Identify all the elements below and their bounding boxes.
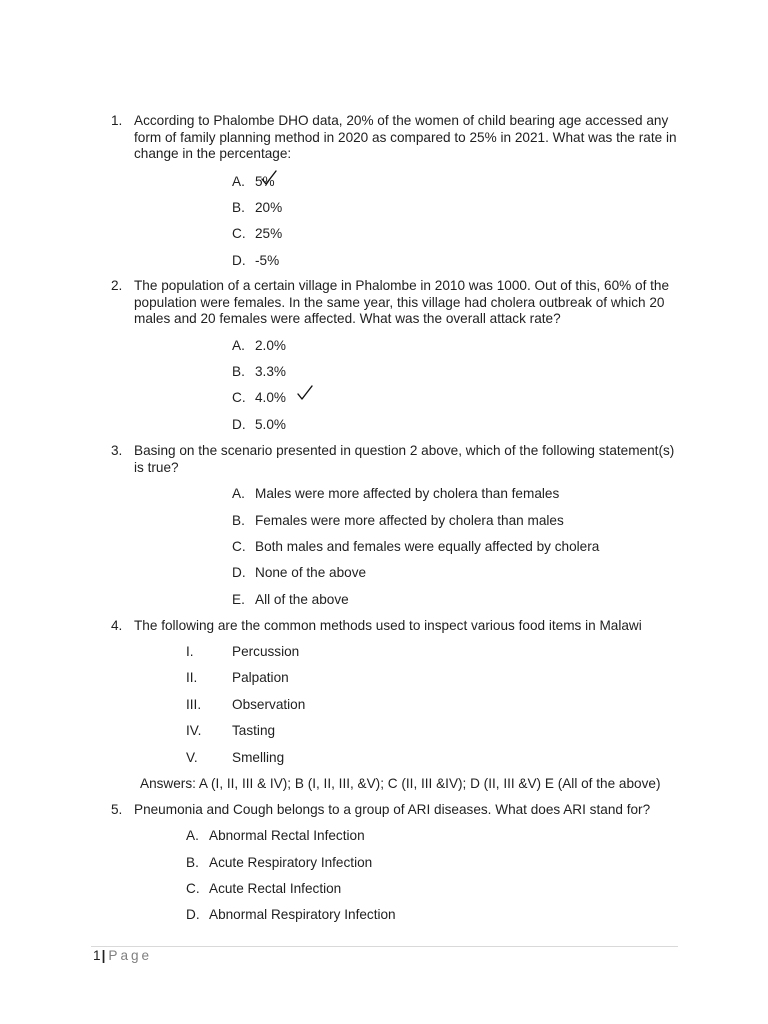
method-text: Palpation <box>232 670 289 685</box>
option-text: Males were more affected by cholera than females <box>255 486 560 501</box>
option-letter: C. <box>186 881 200 896</box>
page-number: 1 <box>93 948 101 963</box>
option-text: 25% <box>255 226 283 241</box>
option-text: 2.0% <box>255 338 286 353</box>
option-letter: C. <box>232 539 246 554</box>
option-text: Both males and females were equally affected by cholera <box>255 539 600 554</box>
option-letter: D. <box>186 907 200 922</box>
option-letter: D. <box>232 565 246 580</box>
option-letter: B. <box>232 513 245 528</box>
option-text: 5% <box>255 174 275 189</box>
question-number: 2. <box>111 278 123 293</box>
option-text: -5% <box>255 253 280 268</box>
footer-divider <box>91 946 678 947</box>
option-letter: B. <box>232 364 245 379</box>
option-text: Abnormal Rectal Infection <box>209 828 365 843</box>
method-text: Observation <box>232 697 306 712</box>
checkmark-icon <box>260 170 278 186</box>
question-text: Pneumonia and Cough belongs to a group of ARI diseases. What does ARI stand for? <box>134 802 651 817</box>
method-numeral: III. <box>186 697 202 712</box>
method-numeral: IV. <box>186 723 202 738</box>
option-letter: C. <box>232 390 246 405</box>
option-letter: A. <box>232 174 245 189</box>
footer-separator: | <box>101 948 106 963</box>
method-text: Smelling <box>232 750 285 765</box>
option-letter: D. <box>232 253 246 268</box>
option-letter: A. <box>232 486 245 501</box>
option-text: 20% <box>255 200 283 215</box>
option-letter: A. <box>232 338 245 353</box>
page-footer <box>93 948 152 963</box>
option-letter: A. <box>186 828 199 843</box>
question-number: 3. <box>111 443 123 458</box>
option-text: Females were more affected by cholera than males <box>255 513 564 528</box>
page-label: Page <box>108 948 153 963</box>
method-numeral: II. <box>186 670 198 685</box>
option-text: All of the above <box>255 592 349 607</box>
option-text: 5.0% <box>255 417 286 432</box>
method-numeral: I. <box>186 644 194 659</box>
option-letter: E. <box>232 592 245 607</box>
option-letter: C. <box>232 226 246 241</box>
option-text: 4.0% <box>255 390 286 405</box>
question-text: The population of a certain village in Phalombe in 2010 was 1000. Out of this, 60% of the population were females. In the same year, this village had cholera outbreak of which 20 males and 20 females were affected. What was the overall attack rate? <box>134 278 670 326</box>
question-number: 4. <box>111 618 123 633</box>
method-text: Tasting <box>232 723 276 738</box>
method-text: Percussion <box>232 644 300 659</box>
option-letter: B. <box>186 855 199 870</box>
option-text: 3.3% <box>255 364 286 379</box>
question-text: The following are the common methods used to inspect various food items in Malawi <box>134 618 642 633</box>
answers-line: Answers: A (I, II, III & IV); B (I, II, III, &V); C (II, III &IV); D (II, III &V) E (All of the above) <box>140 776 661 791</box>
option-text: None of the above <box>255 565 367 580</box>
checkmark-icon <box>296 385 314 401</box>
option-letter: D. <box>232 417 246 432</box>
option-text: Abnormal Respiratory Infection <box>209 907 396 922</box>
method-numeral: V. <box>186 750 198 765</box>
option-text: Acute Respiratory Infection <box>209 855 373 870</box>
question-number: 1. <box>111 113 123 128</box>
question-number: 5. <box>111 802 123 817</box>
option-text: Acute Rectal Infection <box>209 881 342 896</box>
question-text: According to Phalombe DHO data, 20% of the women of child bearing age accessed any form of family planning method in 2020 as compared to 25% in 2021. What was the rate in change in the percentage: <box>134 113 677 161</box>
question-text: Basing on the scenario presented in question 2 above, which of the following statement(s) is true? <box>134 443 675 475</box>
option-letter: B. <box>232 200 245 215</box>
